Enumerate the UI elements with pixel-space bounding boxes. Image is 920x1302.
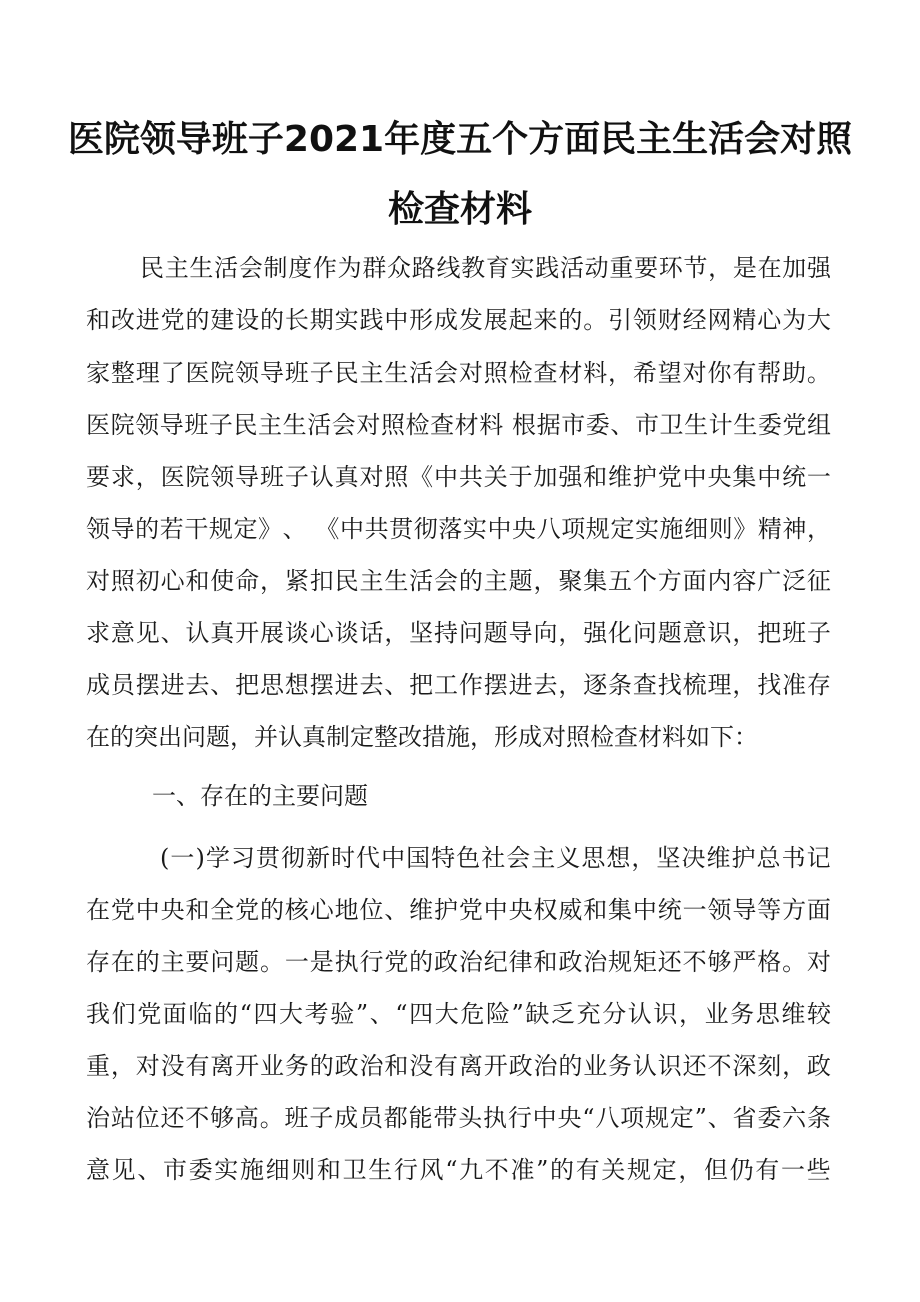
- intro-line-3: 家 整 理 了 医 院 领 导 班 子 民 主 生 活 会 对 照 检 查 材 料 ， 希 望 对 你 有 帮 助 。: [86, 359, 831, 387]
- document-title-line-1: 医院领导班子2021年度五个方面民主生活会对照: [67, 119, 853, 160]
- intro-line-8: 求 意 见 、 认 真 开 展 谈 心 谈 话 ， 坚 持 问 题 导 向 ， 强 化 问 题 意 识 ， 把 班 子: [86, 619, 831, 647]
- intro-line-9: 成 员 摆 进 去 、 把 思 想 摆 进 去 、 把 工 作 摆 进 去 ， 逐 条 查 找 梳 理 ， 找 准 存: [86, 671, 831, 699]
- intro-line-1: 民 主 生 活 会 制 度 作 为 群 众 路 线 教 育 实 践 活 动 重 要 环 节 ， 是 在 加 强: [140, 254, 831, 282]
- intro-line-7: 对 照 初 心 和 使 命 ， 紧 扣 民 主 生 活 会 的 主 题 ， 聚 集 五 个 方 面 内 容 广 泛 征: [86, 567, 831, 595]
- intro-line-2: 和 改 进 党 的 建 设 的 长 期 实 践 中 形 成 发 展 起 来 的 。 引 领 财 经 网 精 心 为 大: [86, 306, 831, 334]
- section-line-2: 在 党 中 央 和 全 党 的 核 心 地 位 、 维 护 党 中 央 权 威 和 集 中 统 一 领 导 等 方 面: [86, 896, 831, 924]
- intro-line-10: 在的突出问题，并认真制定整改措施，形成对照检查材料如下：: [86, 723, 758, 751]
- intro-line-6: 领 导 的 若 干 规 定 》 、 《 中 共 贯 彻 落 实 中 央 八 项 规 定 实 施 细 则 》 精 神 ，: [86, 515, 831, 543]
- section-line-3: 存 在 的 主 要 问 题 。 一 是 执 行 党 的 政 治 纪 律 和 政 治 规 矩 还 不 够 严 格 。 对: [86, 948, 831, 976]
- section-line-4: 我 们 党 面 临 的 “ 四 大 考 验 ” 、 “ 四 大 危 险 ” 缺 乏 充 分 认 识 ， 业 务 思 维 较: [86, 1000, 831, 1028]
- section-line-1: ( 一 ) 学 习 贯 彻 新 时 代 中 国 特 色 社 会 主 义 思 想 ， 坚 决 维 护 总 书 记: [160, 844, 831, 872]
- section-heading: 一、存在的主要问题: [152, 782, 368, 810]
- section-line-5: 重 ， 对 没 有 离 开 业 务 的 政 治 和 没 有 离 开 政 治 的 业 务 认 识 还 不 深 刻 ， 政: [86, 1052, 831, 1080]
- section-line-7: 意 见 、 市 委 实 施 细 则 和 卫 生 行 风 “ 九 不 准 ” 的 有 关 规 定 ， 但 仍 有 一 些: [86, 1156, 831, 1184]
- section-line-6: 治 站 位 还 不 够 高 。 班 子 成 员 都 能 带 头 执 行 中 央 “ 八 项 规 定 ” 、 省 委 六 条: [86, 1104, 831, 1132]
- document-title-line-2: 检查材料: [387, 189, 532, 230]
- intro-line-4: 医 院 领 导 班 子 民 主 生 活 会 对 照 检 查 材 料 根 据 市 委 、 市 卫 生 计 生 委 党 组: [86, 411, 831, 439]
- intro-line-5: 要 求 ， 医 院 领 导 班 子 认 真 对 照 《 中 共 关 于 加 强 和 维 护 党 中 央 集 中 统 一: [86, 463, 831, 491]
